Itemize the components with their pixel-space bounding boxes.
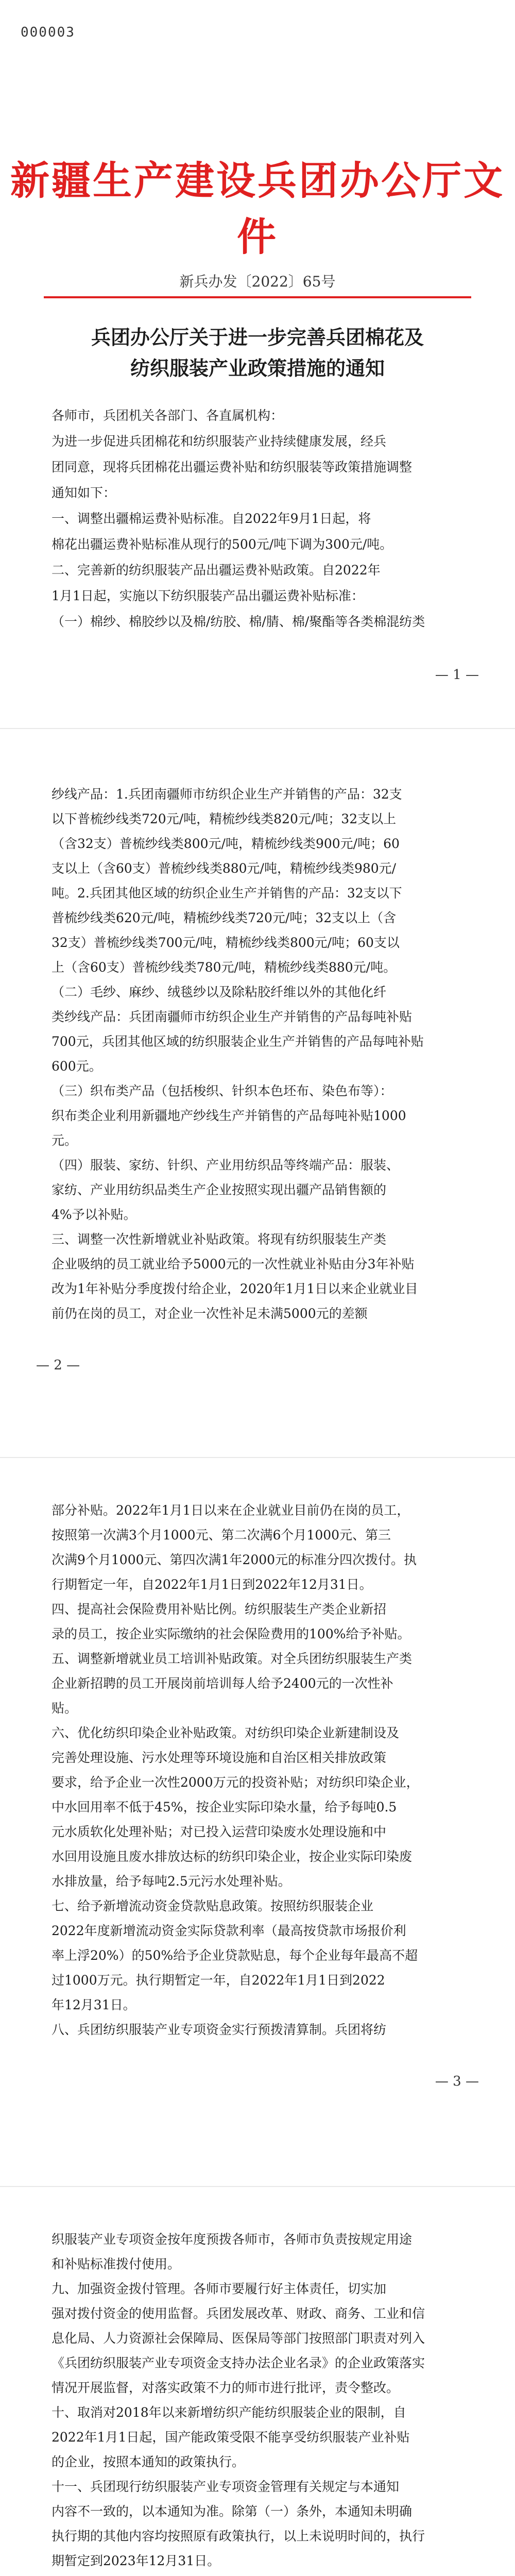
page2-line-21: 改为1年补贴分季度拨付给企业，2020年1月1日以来企业就业目 bbox=[52, 1281, 418, 1296]
page2-line-2: 以下普梳纱线类720元/吨，精梳纱线类820元/吨；32支以上 bbox=[52, 811, 397, 826]
page4-line-13: 执行期的其他内容均按照原有政策执行，以上未说明时间的，执行 bbox=[52, 2529, 425, 2544]
page3-line-18: 2022年度新增流动资金实际贷款利率（最高按贷款市场报价利 bbox=[52, 1923, 406, 1938]
page2-line-9: （二）毛纱、麻纱、绒毯纱以及除粘胶纤维以外的其他化纤 bbox=[52, 985, 387, 999]
page1-line-4: 通知如下： bbox=[52, 485, 116, 500]
page4-line-4: 强对拨付资金的使用监督。兵团发展改革、财政、商务、工业和信 bbox=[52, 2306, 425, 2321]
page4-line-3: 九、加强资金拨付管理。各师市要履行好主体责任，切实加 bbox=[52, 2281, 387, 2296]
document-reference: 新兵办发〔2022〕65号 bbox=[179, 273, 336, 290]
page2-line-8: 上（含60支）普梳纱线类780元/吨，精梳纱线类880元/吨。 bbox=[52, 960, 397, 975]
page1-line-8: 1月1日起，实施以下纺织服装产品出疆运费补贴标准： bbox=[52, 588, 364, 603]
page4-line-7: 情况开展监督，对落实政策不力的师市进行批评，责令整改。 bbox=[52, 2380, 400, 2395]
page4-line-1: 织服装产业专项资金按年度预拨各师市，各师市负责按规定用途 bbox=[52, 2232, 413, 2247]
page3-line-11: 完善处理设施、污水处理等环境设施和自治区相关排放政策 bbox=[52, 1750, 387, 1765]
page2-line-3: （含32支）普梳纱线类800元/吨，精梳纱线类900元/吨；60 bbox=[52, 836, 400, 851]
page-2 bbox=[0, 729, 515, 1457]
page2-line-14: 织布类企业利用新疆地产纱线生产并销售的产品每吨补贴1000 bbox=[52, 1108, 406, 1123]
page-number-2: — 2 — bbox=[36, 1358, 80, 1373]
page2-line-11: 700元，兵团其他区域的纺织服装企业生产并销售的产品每吨补贴 bbox=[52, 1034, 424, 1049]
page3-line-2: 按照第一次满3个月1000元、第二次满6个月1000元、第三 bbox=[52, 1528, 391, 1543]
page3-line-14: 元水质软化处理补贴；对已投入运营印染废水处理设施和中 bbox=[52, 1824, 387, 1839]
page1-line-9: （一）棉纱、棉胶纱以及棉/纺胶、棉/腈、棉/聚酯等各类棉混纺类 bbox=[52, 614, 425, 629]
page1-line-2: 为进一步促进兵团棉花和纺织服装产业持续健康发展，经兵 bbox=[52, 434, 387, 449]
page3-line-12: 要求，给予企业一次性2000万元的投资补贴；对纺织印染企业， bbox=[52, 1775, 419, 1790]
page2-line-16: （四）服装、家纺、针织、产业用纺织品等终端产品：服装、 bbox=[52, 1158, 400, 1173]
page2-line-4: 支以上（含60支）普梳纱线类880元/吨，精梳纱线类980元/ bbox=[52, 861, 397, 876]
page2-line-17: 家纺、产业用纺织品类生产企业按照实现出疆产品销售额的 bbox=[52, 1182, 387, 1197]
page2-line-13: （三）织布类产品（包括梭织、针织本色坯布、染色布等）： bbox=[52, 1083, 393, 1098]
page1-line-7: 二、完善新的纺织服装产品出疆运费补贴政策。自2022年 bbox=[52, 563, 381, 578]
page1-line-3: 团同意，现将兵团棉花出疆运费补贴和纺织服装等政策措施调整 bbox=[52, 460, 413, 474]
page2-line-15: 元。 bbox=[52, 1133, 78, 1148]
page2-line-12: 600元。 bbox=[52, 1059, 102, 1074]
page4-line-11: 十一、兵团现行纺织服装产业专项资金管理有关规定与本通知 bbox=[52, 2479, 400, 2494]
page4-line-5: 息化局、人力资源社会保障局、医保局等部门按照部门职责对列入 bbox=[52, 2331, 425, 2346]
page4-line-10: 的企业，按照本通知的政策执行。 bbox=[52, 2454, 245, 2469]
page2-line-19: 三、调整一次性新增就业补贴政策。将现有纺织服装生产类 bbox=[52, 1232, 387, 1247]
page4-line-12: 内容不一致的，以本通知为准。除第（一）条外，本通知未明确 bbox=[52, 2504, 413, 2519]
document-number: 000003 bbox=[21, 25, 75, 40]
page-4 bbox=[0, 2187, 515, 2576]
notice-title-line-1: 兵团办公厅关于进一步完善兵团棉花及 bbox=[91, 326, 424, 349]
page-1 bbox=[0, 0, 515, 728]
page4-line-8: 十、取消对2018年以来新增纺织产能纺织服装企业的限制，自 bbox=[52, 2405, 406, 2420]
page2-line-1: 纱线产品：1.兵团南疆师市纺织企业生产并销售的产品：32支 bbox=[52, 787, 402, 802]
page2-line-18: 4%予以补贴。 bbox=[52, 1207, 136, 1222]
page-number-1: — 1 — bbox=[435, 667, 479, 683]
page-number-3: — 3 — bbox=[435, 2074, 479, 2089]
page3-line-10: 六、优化纺织印染企业补贴政策。对纺织印染企业新建制设及 bbox=[52, 1725, 400, 1740]
page1-line-1: 各师市，兵团机关各部门、各直属机构： bbox=[52, 408, 284, 423]
notice-title-line-2: 纺织服装产业政策措施的通知 bbox=[130, 357, 385, 380]
page3-line-1: 部分补贴。2022年1月1日以来在企业就业目前仍在岗的员工， bbox=[52, 1503, 410, 1518]
page4-line-9: 2022年1月1日起，国产能政策受限不能享受纺织服装产业补贴 bbox=[52, 2430, 410, 2445]
page2-line-22: 前仍在岗的员工，对企业一次性补足未满5000元的差额 bbox=[52, 1306, 368, 1321]
page3-line-6: 录的员工，按企业实际缴纳的社会保险费用的100%给予补贴。 bbox=[52, 1626, 410, 1641]
page3-line-21: 年12月31日。 bbox=[52, 1997, 136, 2012]
red-separator-line bbox=[44, 296, 471, 298]
page2-line-20: 企业吸纳的员工就业给予5000元的一次性就业补贴由分3年补贴 bbox=[52, 1257, 415, 1272]
issuer-title: 新疆生产建设兵团办公厅文件 bbox=[10, 158, 505, 260]
official-seal-icon bbox=[319, 2568, 474, 2576]
page3-line-15: 水回用设施且废水排放达标的纺织印染企业，按企业实际印染废 bbox=[52, 1849, 413, 1864]
page3-line-3: 次满9个月1000元、第四次满1年2000元的标准分四次拨付。执 bbox=[52, 1552, 417, 1567]
page-3 bbox=[0, 1458, 515, 2186]
page3-line-9: 贴。 bbox=[52, 1701, 78, 1716]
page3-line-22: 八、兵团纺织服装产业专项资金实行预拨清算制。兵团将纺 bbox=[52, 2022, 387, 2037]
page2-line-6: 普梳纱线类620元/吨，精梳纱线类720元/吨；32支以上（含 bbox=[52, 910, 397, 925]
page3-line-16: 水排放量，给予每吨2.5元污水处理补贴。 bbox=[52, 1874, 291, 1889]
page3-line-17: 七、给予新增流动资金贷款贴息政策。按照纺织服装企业 bbox=[52, 1899, 374, 1913]
page4-line-14: 期暂定到2023年12月31日。 bbox=[52, 2553, 220, 2568]
page2-line-10: 类纱线产品：兵团南疆师市纺织企业生产并销售的产品每吨补贴 bbox=[52, 1009, 413, 1024]
page1-line-6: 棉花出疆运费补贴标准从现行的500元/吨下调为300元/吨。 bbox=[52, 537, 393, 552]
page3-line-4: 行期暂定一年，自2022年1月1日到2022年12月31日。 bbox=[52, 1577, 372, 1592]
page3-line-20: 过1000万元。执行期暂定一年，自2022年1月1日到2022 bbox=[52, 1973, 385, 1988]
page3-line-7: 五、调整新增就业员工培训补贴政策。对全兵团纺织服装生产类 bbox=[52, 1651, 413, 1666]
page2-line-7: 32支）普梳纱线类700元/吨，精梳纱线类800元/吨；60支以 bbox=[52, 935, 400, 950]
page3-line-5: 四、提高社会保险费用补贴比例。纺织服装生产类企业新招 bbox=[52, 1602, 387, 1617]
page3-line-19: 率上浮20%）的50%给予企业贷款贴息，每个企业每年最高不超 bbox=[52, 1948, 418, 1963]
page3-line-13: 中水回用率不低于45%，按企业实际印染水量，给予每吨0.5 bbox=[52, 1800, 397, 1815]
page4-line-6: 《兵团纺织服装产业专项资金支持办法企业名录》的企业政策落实 bbox=[52, 2355, 425, 2370]
page3-line-8: 企业新招聘的员工开展岗前培训每人给予2400元的一次性补 bbox=[52, 1676, 393, 1691]
page4-line-2: 和补贴标准拨付使用。 bbox=[52, 2257, 181, 2272]
page2-line-5: 吨。2.兵团其他区域的纺织企业生产并销售的产品：32支以下 bbox=[52, 886, 402, 901]
page1-line-5: 一、调整出疆棉运费补贴标准。自2022年9月1日起，将 bbox=[52, 511, 371, 526]
